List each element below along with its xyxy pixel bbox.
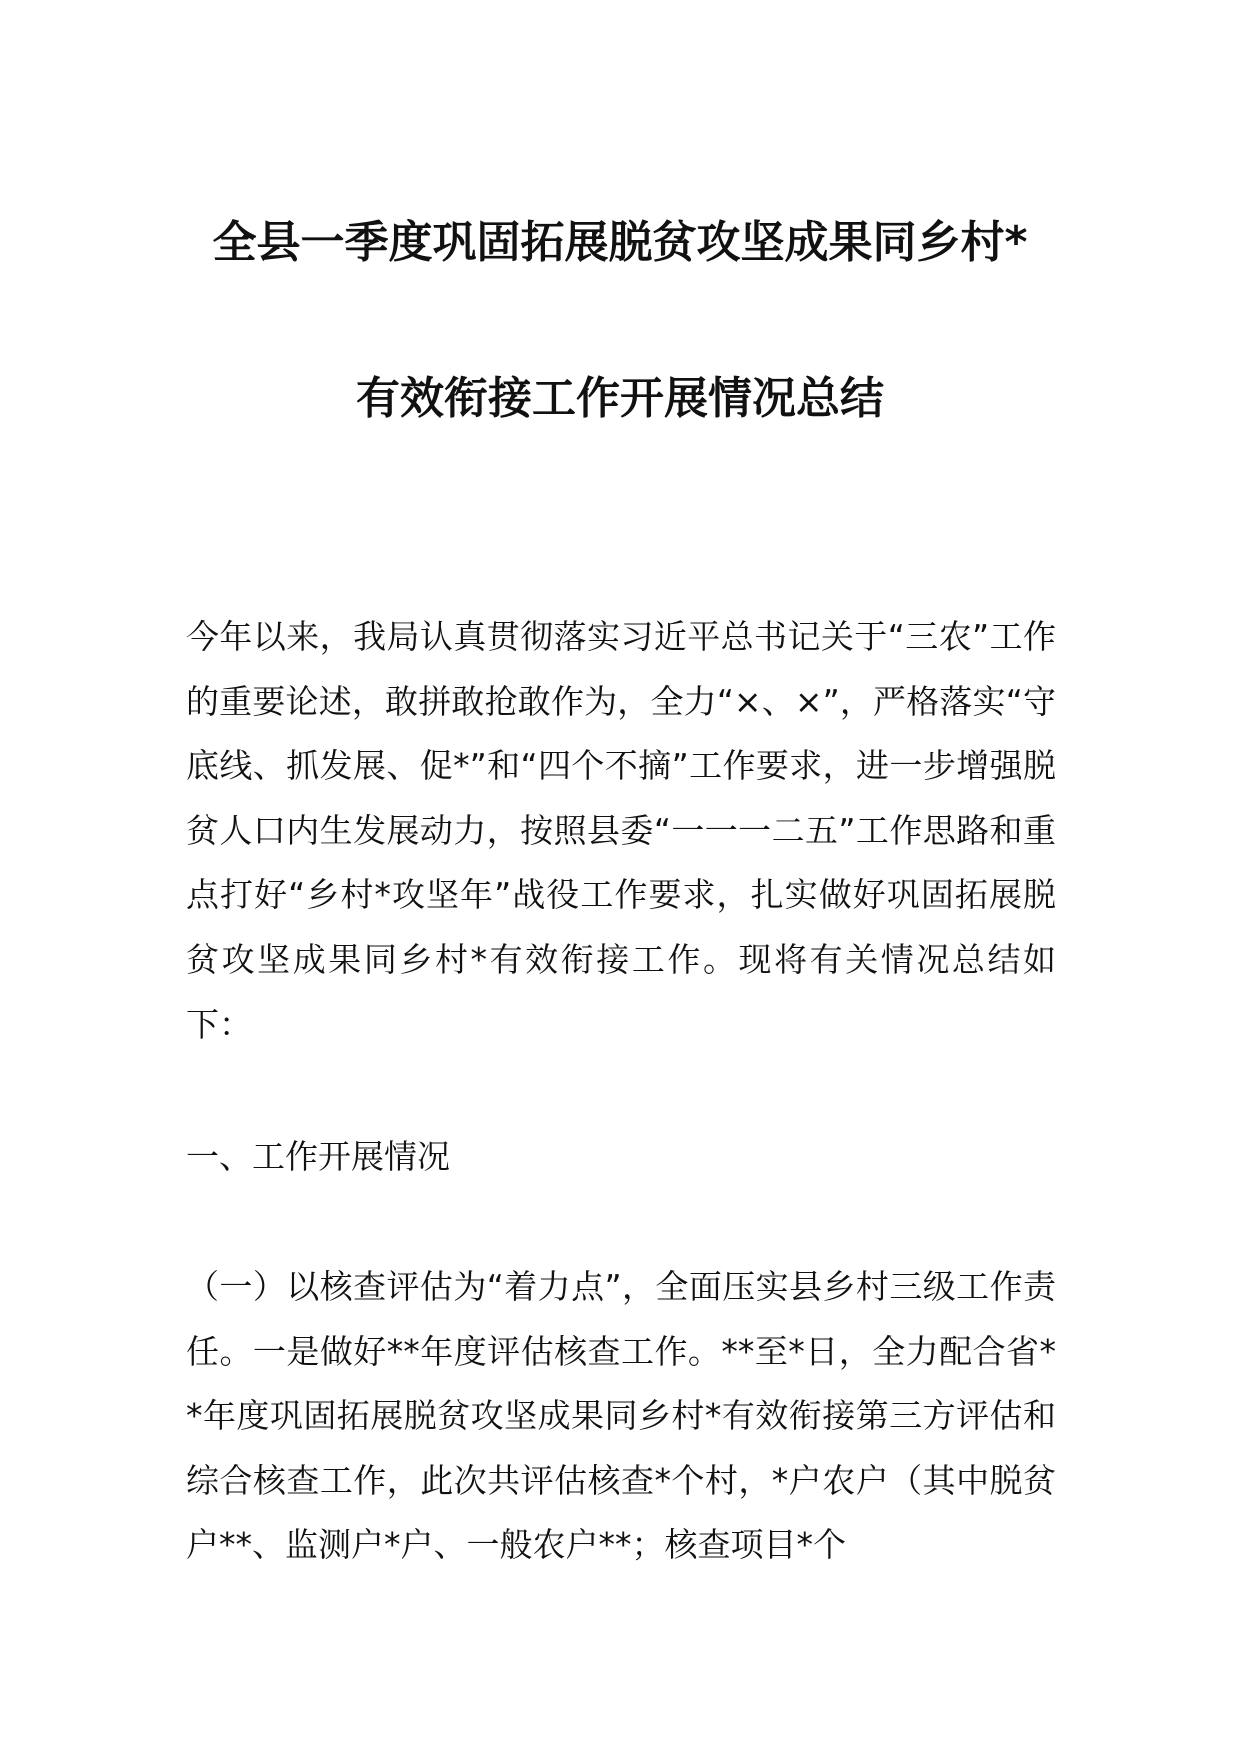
document-title-line-1: 全县一季度巩固拓展脱贫攻坚成果同乡村* bbox=[212, 217, 1028, 268]
intro-paragraph: 今年以来，我局认真贯彻落实习近平总书记关于“三农”工作的重要论述，敢拼敢抢敢作为，全力“×、×”，严格落实“守底线、抓发展、促*”和“四个不摘”工作要求，进一步增强脱贫人口内生发展动力，按照县委“一一一二五”工作思路和重点打好“乡村*攻坚年”战役工作要求，扎实做好巩固拓展脱贫攻坚成果同乡村*有效衔接工作。现将有关情况总结如下： bbox=[186, 617, 1056, 1044]
document-title-line-2: 有效衔接工作开展情况总结 bbox=[356, 373, 884, 424]
subsection-paragraph: （一）以核查评估为“着力点”，全面压实县乡村三级工作责任。一是做好**年度评估核查工作。**至*日，全力配合省**年度巩固拓展脱贫攻坚成果同乡村*有效衔接第三方评估和综合核查工作，此次共评估核查*个村，*户农户（其中脱贫户**、监测户*户、一般农户**；核查项目*个 bbox=[186, 1267, 1056, 1565]
section-heading: 一、工作开展情况 bbox=[186, 1137, 450, 1176]
